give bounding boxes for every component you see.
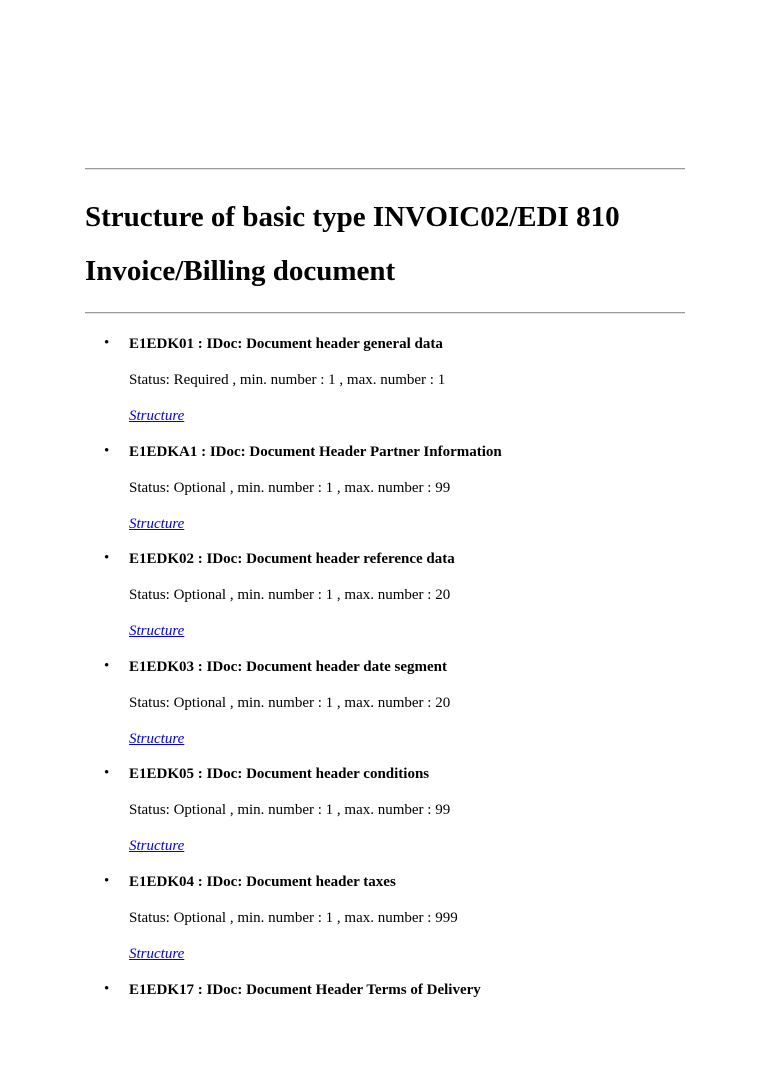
bullet-icon: • (104, 765, 110, 782)
segment-status: Status: Optional , min. number : 1 , max. number : 20 (129, 694, 451, 711)
segment-title: E1EDKA1 : IDoc: Document Header Partner Information (129, 443, 502, 460)
page-title (85, 190, 705, 298)
structure-link[interactable]: Structure (129, 945, 185, 962)
segment-status: Status: Optional , min. number : 1 , max. number : 99 (129, 479, 451, 496)
structure-link[interactable]: Structure (129, 838, 185, 855)
segment-title: E1EDK05 : IDoc: Document header conditions (129, 766, 430, 783)
structure-link[interactable]: Structure (129, 515, 185, 532)
segment-title: E1EDK04 : IDoc: Document header taxes (129, 873, 396, 890)
segment-item (0, 437, 768, 545)
structure-link[interactable]: Structure (129, 623, 185, 640)
segment-title: E1EDK02 : IDoc: Document header reference data (129, 551, 455, 568)
structure-link[interactable]: Structure (129, 730, 185, 747)
bullet-icon: • (104, 442, 110, 459)
segment-title: E1EDK01 : IDoc: Document header general data (129, 336, 443, 352)
bullet-icon: • (104, 335, 110, 351)
segment-status: Status: Required , min. number : 1 , max. number : 1 (129, 372, 446, 388)
page-title-line-2: Invoice/Billing document (85, 255, 396, 287)
segment-title: E1EDK03 : IDoc: Document header date segment (129, 658, 448, 675)
segment-item (0, 759, 768, 867)
segment-list (0, 329, 768, 1082)
segment-title: E1EDK17 : IDoc: Document Header Terms of Delivery (129, 981, 481, 998)
segment-item (0, 975, 768, 1082)
horizontal-rule-bottom (85, 312, 685, 314)
horizontal-rule-top (85, 168, 685, 170)
bullet-icon: • (104, 980, 110, 997)
bullet-icon: • (104, 872, 110, 889)
bullet-icon: • (104, 657, 110, 674)
segment-item (0, 867, 768, 975)
segment-status: Status: Optional , min. number : 1 , max. number : 20 (129, 587, 451, 604)
bullet-icon: • (104, 550, 110, 567)
segment-item (0, 544, 768, 652)
segment-status: Status: Optional , min. number : 1 , max. number : 99 (129, 802, 451, 819)
structure-link[interactable]: Structure (129, 408, 185, 424)
page-title-line-1: Structure of basic type INVOIC02/EDI 810 (85, 201, 620, 233)
segment-item (0, 652, 768, 760)
segment-status: Status: Optional , min. number : 1 , max. number : 999 (129, 909, 458, 926)
segment-item (0, 329, 768, 437)
